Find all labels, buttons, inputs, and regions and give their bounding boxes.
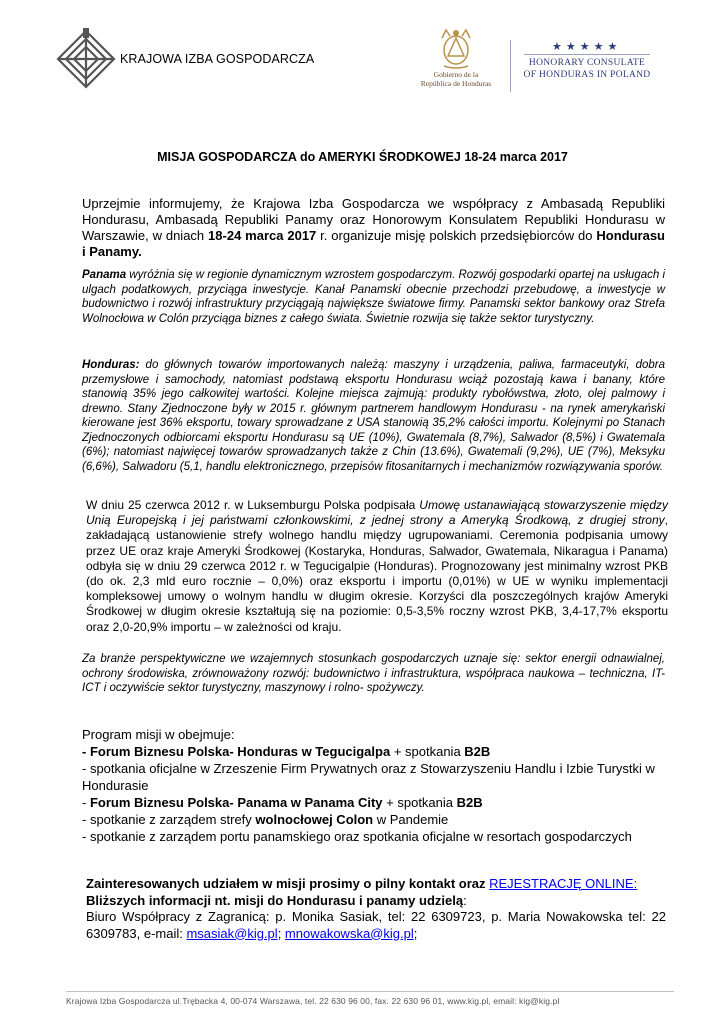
kig-logo-icon [55, 28, 117, 90]
stars-icon: ★★★★★ [552, 41, 622, 53]
eu-agreement-paragraph [86, 498, 668, 635]
intro-paragraph [82, 196, 665, 260]
sectors-paragraph: Za branże perspektywiczne we wzajemnych stosunkach gospodarczych uznaje się: sektor energii odnawialnej, ochrony środowiska, zrównoważony rozwój: budownictwo i infrastruktura, współpraca naukowa – techniczna, IT-ICT i oczywiście sektor turystyczny, maszynowy i rolno- spożywczy. [82, 653, 665, 694]
contact-info-colon: : [463, 892, 467, 908]
program-item-1 [82, 743, 682, 760]
program-item-1-b2b: B2B [464, 744, 491, 759]
program-list [82, 726, 682, 845]
honduras-paragraph [82, 358, 665, 474]
consulate-line1: HONORARY CONSULATE [528, 58, 646, 68]
program-heading: Program misji w obejmuje: [82, 727, 235, 742]
program-item-5: - spotkanie z zarządem portu panamskiego oraz spotkania oficjalne w resortach gospodarczych [82, 829, 632, 844]
consulate-divider [510, 40, 511, 92]
program-item-4-bold: wolnocłowej Colon [255, 812, 374, 827]
program-item-4-b: w Pandemie [373, 812, 449, 827]
eu-agreement-title: Umowę ustanawiającą stowarzyszenie między Unią Europejską i jej państwami członkowskimi, z jednej strony a Ameryką Środkową, z drugiej strony [86, 498, 668, 528]
footer-divider [66, 991, 674, 992]
program-item-3 [82, 794, 682, 811]
program-item-3-b2b: B2B [456, 795, 483, 810]
consulate-rule [524, 54, 650, 55]
seal-caption-line1: Gobierno de la [433, 70, 479, 79]
consulate-line2: OF HONDURAS IN POLAND [523, 70, 651, 80]
contact-details: Biuro Współpracy z Zagranicą: p. Monika Sasiak, tel: 22 6309723, p. Maria Nowakowska tel: 22 6309783, e-mail: [86, 909, 666, 941]
contact-end: ; [413, 925, 418, 941]
intro-text-2: r. organizuje misję polskich przedsiębiorców do [316, 228, 597, 243]
eu-text-1: W dniu 25 czerwca 2012 r. w Luksemburgu Polska podpisała [86, 498, 420, 512]
panama-text: wyróżnia się w regionie dynamicznym wzrostem gospodarczym. Rozwój gospodarki opartej na usługach i ulgach podatkowych, przyciąga inwestycje. Kanał Panamski obecnie przechodzi przebudowę, a inwestycje w budownictwo i rozwój infrastruktury przyciągają największe światowe firmy. Panamski sektor bankowy oraz Strefa Wolnocłowa w Colón przyciąga biznes z całego świata. Świetnie rozwija się także sektor turystyczny. [82, 269, 665, 325]
intro-dates: 18-24 marca 2017 [208, 228, 317, 243]
intro-text-1: Uprzejmie informujemy, że Krajowa Izba Gospodarcza we współpracy z Ambasadą Republiki Hondurasu, Ambasadą Republiki Panamy oraz Honorowym Konsulatem Republiki Hondurasu w Warszawie, w dniach [82, 196, 665, 243]
contact-line-3 [86, 909, 666, 942]
seal-caption-line2: República de Honduras [420, 79, 492, 88]
contact-section [86, 876, 666, 942]
honduras-label: Honduras: [82, 359, 140, 371]
program-item-3-title: Forum Biznesu Polska- Panama w Panama City [89, 795, 383, 810]
program-item-3-dash: - [82, 795, 90, 810]
email-link-nowakowska[interactable]: mnowakowska@kig.pl [284, 925, 414, 941]
seal-caption [414, 70, 498, 88]
program-item-1-title: - Forum Biznesu Polska- Honduras w Tegucigalpa [82, 744, 391, 759]
honduras-text: do głównych towarów importowanych należą: maszyny i urządzenia, paliwa, farmaceutyki, dobra przemysłowe i samochody, natomiast podstawą eksportu Hondurasu wciąż pozostają kawa i banany, które stanowią 35% jego całkowitej wartości. Kolejne miejsca zajmują: produkty rybołówstwa, złoto, olej palmowy i drewno. Stany Zjednoczone były w 2015 r. głównym partnerem handlowym Hondurasu - na rynek amerykański kierowane jest 36% eksportu, towary sprowadzane z USA stanowią 35,2% całości importu. Kolejnymi po Stanach Zjednoczonych odbiorcami eksportu Hondurasu są UE (10%), Gwatemala (8,7%), Salwador (8,5%) i Gwatemala (6%); natomiast najwięcej towarów sprowadzanych także z Chin (13.6%), Gwatemali (9,2%), UE (7%), Meksyku (6,6%), Salwadoru (5,1, handlu elektronicznego, przepisów fitosanitarnych i mechanizmów rozwiązywania sporów. [82, 359, 665, 473]
contact-line-1 [86, 876, 666, 893]
contact-line-2 [86, 893, 666, 910]
email-link-sasiak[interactable]: msasiak@kig.pl [186, 925, 278, 941]
panama-paragraph [82, 268, 665, 326]
program-item-1-plus: + spotkania [390, 744, 465, 759]
document-title: MISJA GOSPODARCZA do AMERYKI ŚRODKOWEJ 18-24 marca 2017 [157, 150, 568, 164]
email-separator: ; [277, 925, 285, 941]
kig-name: KRAJOWA IZBA GOSPODARCZA [120, 52, 315, 66]
register-online-link[interactable]: REJESTRACJĘ ONLINE: [489, 876, 638, 891]
program-item-4-a: - spotkanie z zarządem strefy [82, 812, 256, 827]
footer-address: Krajowa Izba Gospodarcza ul.Trębacka 4, 00-074 Warszawa, tel. 22 630 96 00, fax. 22 630 96 01, www.kig.pl, email: kig@kig.pl [66, 996, 560, 1006]
consulate-name [522, 57, 652, 81]
honduras-seal-icon [436, 26, 476, 70]
panama-label: Panama [82, 269, 127, 281]
contact-info-heading: Bliższych informacji nt. misji do Hondurasu i panamy udzielą [86, 892, 464, 908]
eu-text-2: , zakładającą ustanowienie strefy wolnego handlu między ugrupowaniami. Ceremonia podpisania umowy przez UE oraz kraje Ameryki Środkowej (Kostaryka, Honduras, Salwador, Gwatemala, Nikaragua i Panama) odbyła się w dniu 29 czerwca 2012 r. w Tegucigalpie (Honduras). Prognozowany jest minimalny wzrost PKB (do ok. 2,3 mld euro rocznie – 0,0%) oraz eksportu i importu (0,01%) w UE w wyniku implementacji kompleksowej umowy o wolnym handlu w długim okresie. Korzyści dla poszczególnych krajów Ameryki Środkowej w długim okresie kształtują się na poziomie: 0,5-3,5% roczny wzrost PKB, 3,4-17,7% eksportu oraz 2,0-20,9% importu – w zależności od kraju. [86, 513, 668, 634]
program-item-4 [82, 811, 682, 828]
program-item-3-plus: + spotkania [382, 795, 457, 810]
contact-request: Zainteresowanych udziałem w misji prosimy o pilny kontakt oraz [86, 876, 490, 891]
program-item-2: - spotkania oficjalne w Zrzeszenie Firm Prywatnych oraz z Stowarzyszeniu Handlu i Izbie Turystki w Hondurasie [82, 761, 655, 793]
intro-countries: Hondurasu i Panamy. [82, 228, 666, 259]
